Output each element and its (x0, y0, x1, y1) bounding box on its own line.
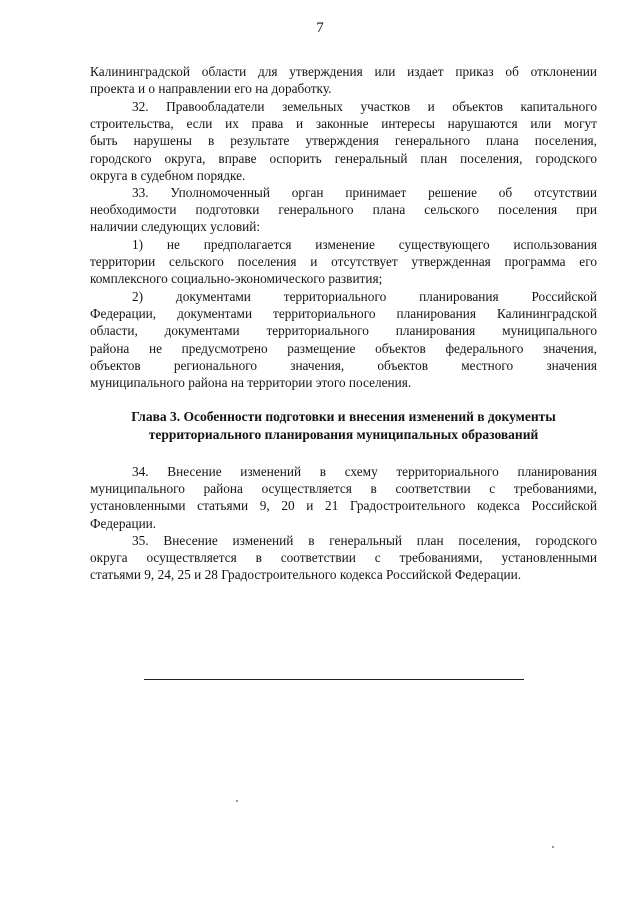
list-item-2 (90, 288, 597, 391)
text-line: территории сельского поселения и отсутствует утвержденная программа его (90, 254, 597, 270)
text-line: комплексного социально-экономического развития; (90, 271, 383, 287)
text-line: 34. Внесение изменений в схему территориального планирования (132, 464, 597, 479)
text-line: области, документами территориального планирования муниципального (90, 323, 597, 339)
text-line: необходимости подготовки генерального плана сельского поселения при (90, 202, 597, 218)
text-line: 1) не предполагается изменение существующего использования (132, 237, 597, 252)
text-line: округа осуществляется в соответствии с требованиями, установленными (90, 550, 597, 566)
text-line: 2) документами территориального планирования Российской (132, 289, 597, 304)
text-line: Калининградской области для утверждения или издает приказ об отклонении (90, 64, 597, 79)
text-line: 35. Внесение изменений в генеральный план поселения, городского (132, 533, 597, 548)
text-line: городского округа, вправе оспорить генеральный план поселения, городского (90, 150, 597, 166)
text-line: муниципального района на территории этого поселения. (90, 375, 412, 391)
paragraph-34 (90, 463, 597, 532)
text-line: 33. Уполномоченный орган принимает решение об отсутствии (132, 185, 597, 200)
page-number: 7 (316, 20, 324, 36)
text-line: статьями 9, 24, 25 и 28 Градостроительного кодекса Российской Федерации. (90, 567, 522, 583)
paragraph-33 (90, 184, 597, 236)
text-line: округа в судебном порядке. (90, 167, 246, 183)
text-line: наличии следующих условий: (90, 219, 261, 235)
text-line: быть нарушены в результате утверждения генерального плана поселения, (90, 133, 597, 149)
text-line: Федерации, документами территориального планирования Калининградской (90, 306, 597, 322)
chapter-heading-line: территориального планирования муниципальных образований (148, 426, 539, 442)
text-line: района не предусмотрено размещение объектов федерального значения, (90, 340, 597, 356)
scan-speck (236, 800, 238, 802)
list-item-1 (90, 236, 597, 288)
text-line: 32. Правообладатели земельных участков и объектов капитального (132, 99, 597, 114)
end-of-document-rule (144, 679, 524, 680)
text-line: Федерации. (90, 515, 157, 531)
text-line: проекта и о направлении его на доработку. (90, 81, 332, 97)
scan-speck (552, 846, 554, 848)
text-line: муниципального района осуществляется в соответствии с требованиями, (90, 481, 597, 497)
text-line: строительства, если их права и законные интересы нарушаются или могут (90, 116, 597, 132)
paragraph-32 (90, 98, 597, 184)
chapter-heading (90, 408, 597, 443)
chapter-heading-line: Глава 3. Особенности подготовки и внесения изменений в документы (131, 409, 556, 424)
continuation-paragraph (90, 63, 597, 97)
paragraph-35 (90, 532, 597, 584)
text-line: установленными статьями 9, 20 и 21 Градостроительного кодекса Российской (90, 498, 597, 514)
text-line: объектов регионального значения, объектов местного значения (90, 357, 597, 373)
